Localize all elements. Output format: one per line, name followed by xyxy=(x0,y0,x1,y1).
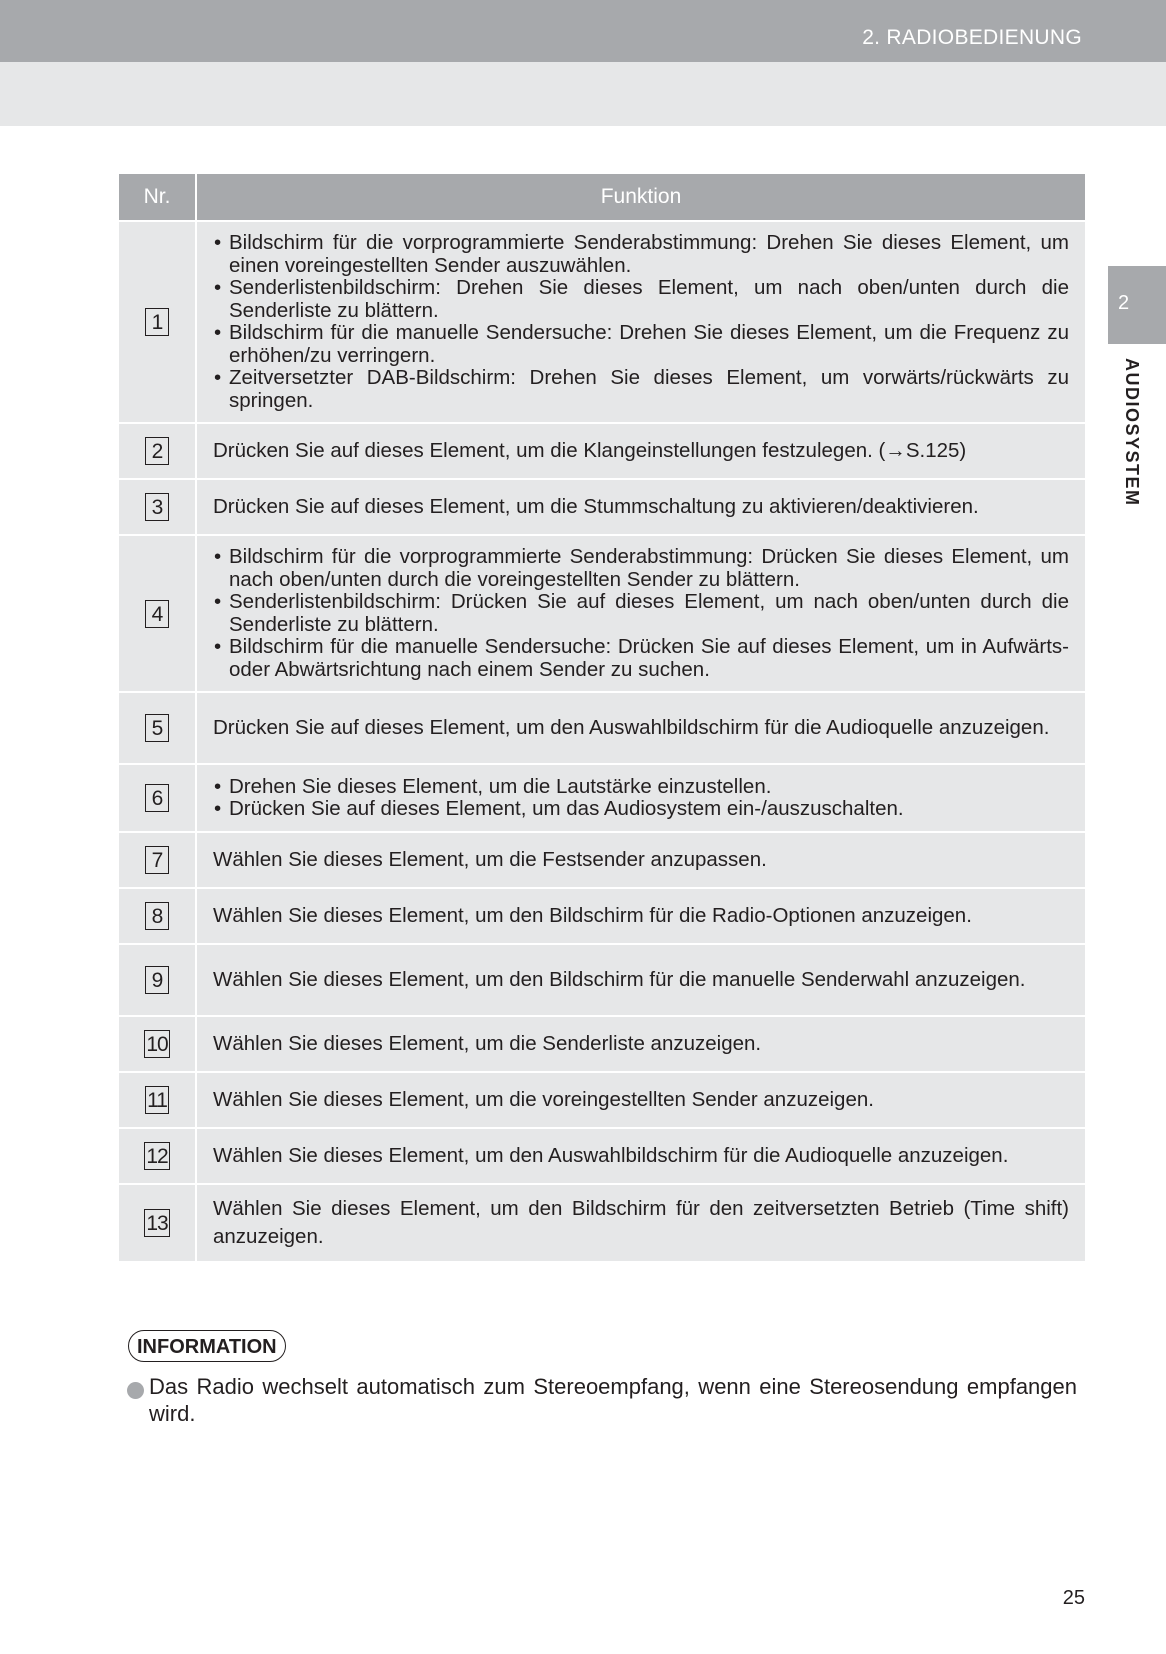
function-cell: Wählen Sie dieses Element, um die voreingestellten Sender anzuzeigen. xyxy=(196,1072,1086,1128)
table-row xyxy=(118,1016,1086,1072)
bullet-list xyxy=(213,776,1069,821)
row-number-cell xyxy=(118,692,196,764)
function-cell: Wählen Sie dieses Element, um den Bildschirm für den zeitversetzten Betrieb (Time shift) anzuzeigen. xyxy=(196,1184,1086,1262)
row-number-cell xyxy=(118,479,196,535)
table-row xyxy=(118,221,1086,423)
item-number-box: 4 xyxy=(145,600,169,628)
row-number-cell xyxy=(118,1184,196,1262)
function-cell: Drücken Sie auf dieses Element, um den Auswahlbildschirm für die Audioquelle anzuzeigen. xyxy=(196,692,1086,764)
function-cell xyxy=(196,221,1086,423)
function-table xyxy=(117,172,1087,1263)
information-badge: INFORMATION xyxy=(128,1330,286,1362)
bullet-item: • Bildschirm für die vorprogrammierte Senderabstimmung: Drücken Sie dieses Element, um nach oben/unten durch die voreingestellten Sender zu blättern. xyxy=(213,546,1069,591)
bullet-item: • Bildschirm für die vorprogrammierte Senderabstimmung: Drehen Sie dieses Element, um einen voreingestellten Sender auszuwählen. xyxy=(213,232,1069,277)
bullet-dot-icon xyxy=(127,1382,144,1399)
item-number-box: 10 xyxy=(144,1030,169,1058)
table-row xyxy=(118,1184,1086,1262)
row-number-cell xyxy=(118,423,196,479)
item-number-box: 12 xyxy=(144,1142,169,1170)
chapter-number: 2 xyxy=(1118,292,1130,314)
table-row xyxy=(118,1128,1086,1184)
chapter-tab xyxy=(1108,266,1166,344)
row-number-cell xyxy=(118,832,196,888)
bullet-list xyxy=(213,232,1069,412)
function-cell xyxy=(196,535,1086,692)
function-cell: Wählen Sie dieses Element, um die Festsender anzupassen. xyxy=(196,832,1086,888)
function-cell: Wählen Sie dieses Element, um den Bildschirm für die Radio-Optionen anzuzeigen. xyxy=(196,888,1086,944)
bullet-item: • Zeitversetzter DAB-Bildschirm: Drehen Sie dieses Element, um vorwärts/rückwärts zu springen. xyxy=(213,367,1069,412)
table-header-row xyxy=(118,173,1086,221)
bullet-item: • Bildschirm für die manuelle Sendersuche: Drehen Sie dieses Element, um die Frequenz zu erhöhen/zu verringern. xyxy=(213,322,1069,367)
row-number-cell xyxy=(118,221,196,423)
section-title: 2. RADIOBEDIENUNG xyxy=(862,26,1082,49)
bullet-item: • Drehen Sie dieses Element, um die Lautstärke einzustellen. xyxy=(213,776,1069,799)
item-number-box: 3 xyxy=(145,493,169,521)
item-number-box: 6 xyxy=(145,784,169,812)
bullet-item: • Senderlistenbildschirm: Drehen Sie dieses Element, um nach oben/unten durch die Senderliste zu blättern. xyxy=(213,277,1069,322)
item-number-box: 11 xyxy=(145,1086,169,1114)
row-number-cell xyxy=(118,1128,196,1184)
chapter-label: AUDIOSYSTEM xyxy=(1122,358,1142,507)
table-row xyxy=(118,1072,1086,1128)
function-cell: Wählen Sie dieses Element, um den Bildschirm für die manuelle Senderwahl anzuzeigen. xyxy=(196,944,1086,1016)
item-number-box: 1 xyxy=(145,308,169,336)
row-number-cell xyxy=(118,944,196,1016)
column-header-function: Funktion xyxy=(196,173,1086,221)
information-note: Das Radio wechselt automatisch zum Stereoempfang, wenn eine Stereosendung empfangen wird. xyxy=(149,1374,1077,1426)
bullet-item: • Drücken Sie auf dieses Element, um das Audiosystem ein-/auszuschalten. xyxy=(213,798,1069,821)
table-row xyxy=(118,888,1086,944)
function-cell: Wählen Sie dieses Element, um die Senderliste anzuzeigen. xyxy=(196,1016,1086,1072)
page-number: 25 xyxy=(1062,1587,1085,1609)
row-number-cell xyxy=(118,535,196,692)
table-row xyxy=(118,764,1086,832)
item-number-box: 9 xyxy=(145,966,169,994)
table-row xyxy=(118,535,1086,692)
row-number-cell xyxy=(118,764,196,832)
table-row xyxy=(118,944,1086,1016)
table-row xyxy=(118,479,1086,535)
table-row xyxy=(118,832,1086,888)
row-number-cell xyxy=(118,1072,196,1128)
bullet-item: • Senderlistenbildschirm: Drücken Sie auf dieses Element, um nach oben/unten durch die Senderliste zu blättern. xyxy=(213,591,1069,636)
item-number-box: 13 xyxy=(144,1209,169,1237)
item-number-box: 5 xyxy=(145,714,169,742)
column-header-nr: Nr. xyxy=(118,173,196,221)
bullet-list xyxy=(213,546,1069,681)
item-number-box: 8 xyxy=(145,902,169,930)
bullet-item: • Bildschirm für die manuelle Sendersuche: Drücken Sie auf dieses Element, um in Aufwärts- oder Abwärtsrichtung nach einem Sender zu suchen. xyxy=(213,636,1069,681)
item-number-box: 7 xyxy=(145,846,169,874)
function-cell: Wählen Sie dieses Element, um den Auswahlbildschirm für die Audioquelle anzuzeigen. xyxy=(196,1128,1086,1184)
item-number-box: 2 xyxy=(145,437,169,465)
function-cell: Drücken Sie auf dieses Element, um die Klangeinstellungen festzulegen. (→S.125) xyxy=(196,423,1086,479)
function-cell xyxy=(196,764,1086,832)
function-cell: Drücken Sie auf dieses Element, um die Stummschaltung zu aktivieren/deaktivieren. xyxy=(196,479,1086,535)
row-number-cell xyxy=(118,888,196,944)
row-number-cell xyxy=(118,1016,196,1072)
table-row xyxy=(118,692,1086,764)
header-band xyxy=(0,62,1166,126)
table-row xyxy=(118,423,1086,479)
